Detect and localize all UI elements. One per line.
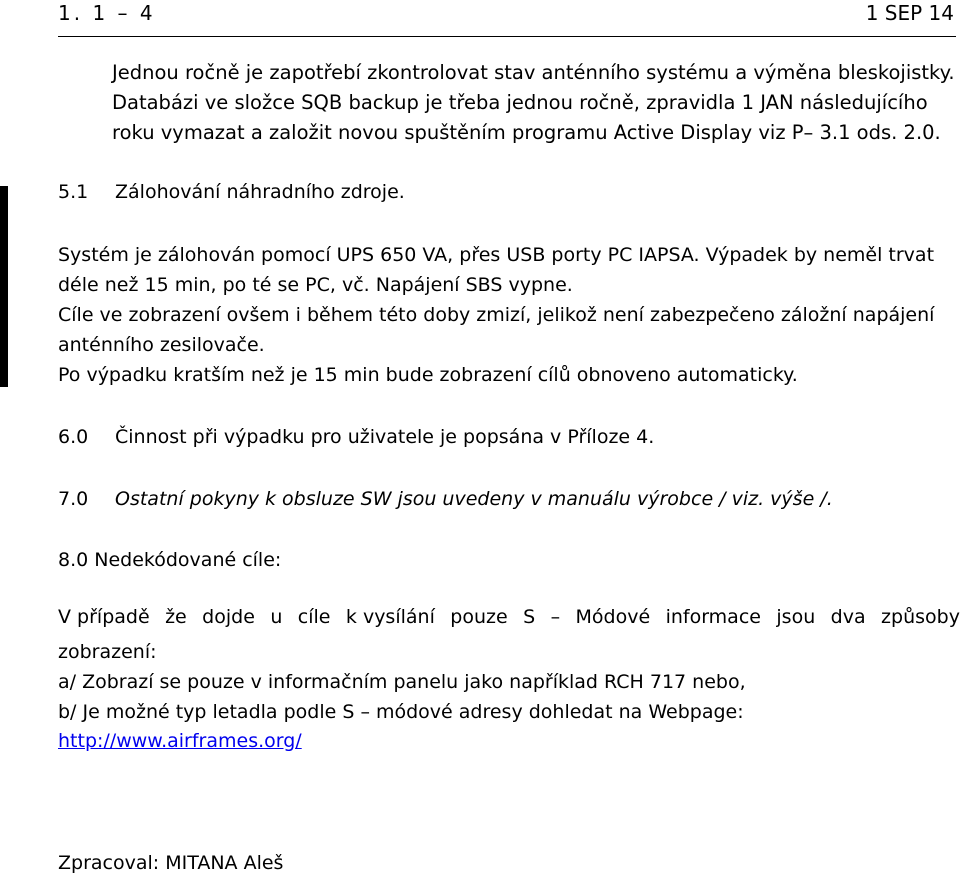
header-divider <box>58 36 956 37</box>
section-6-0-number: 6.0 <box>58 426 89 448</box>
document-date: 1 SEP 14 <box>865 1 954 25</box>
section-8-0-word: informace <box>665 606 761 628</box>
section-8-0-title: Nedekódované cíle: <box>94 549 282 571</box>
section-5-1-line: Cíle ve zobrazení ovšem i během této doby zmizí, jelikož není zabezpečeno záložní napájení <box>58 304 935 326</box>
section-8-0-justified-line <box>58 606 960 628</box>
section-5-1-line: anténního zesilovače. <box>58 334 265 356</box>
section-5-1-title: Zálohování náhradního zdroje. <box>115 181 405 203</box>
section-8-0-word: cíle <box>297 606 331 628</box>
section-8-0-body <box>58 637 746 727</box>
section-8-0-word: jsou <box>776 606 816 628</box>
airframes-link[interactable]: http://www.airframes.org/ <box>58 730 302 752</box>
section-5-1-number: 5.1 <box>58 181 89 203</box>
intro-line: Databázi ve složce SQB backup je třeba jednou ročně, zpravidla 1 JAN následujícího <box>112 91 928 114</box>
section-8-0-heading <box>58 549 281 571</box>
section-7-0-number: 7.0 <box>58 488 89 510</box>
section-5-1-body <box>58 240 934 390</box>
section-8-0-word: S <box>523 606 536 628</box>
intro-line: roku vymazat a založit novou spuštěním programu Active Display viz P– 3.1 ods. 2.0. <box>112 121 941 144</box>
section-8-0-number: 8.0 <box>58 549 89 571</box>
document-reference: 1. 1 – 4 <box>58 1 156 25</box>
section-8-0-line: zobrazení: <box>58 641 157 663</box>
revision-change-bar <box>0 186 8 387</box>
section-5-1-line: déle než 15 min, po té se PC, vč. Napájení SBS vypne. <box>58 274 573 296</box>
intro-line: Jednou ročně je zapotřebí zkontrolovat stav anténního systému a výměna bleskojistky. <box>112 61 955 84</box>
section-8-0-word: u <box>270 606 283 628</box>
section-8-0-word: pouze <box>450 606 508 628</box>
intro-paragraph <box>112 58 960 148</box>
prepared-by: Zpracoval: MITANA Aleš <box>58 852 284 874</box>
section-8-0-word: způsoby <box>881 606 960 628</box>
section-5-1-line: Po výpadku kratším než je 15 min bude zobrazení cílů obnoveno automaticky. <box>58 364 798 386</box>
section-8-0-word: – <box>550 606 561 628</box>
section-8-0-word: dojde <box>202 606 255 628</box>
section-8-0-word: k vysílání <box>345 606 435 628</box>
section-8-0-word: Módové <box>575 606 651 628</box>
section-8-0-line: a/ Zobrazí se pouze v informačním panelu jako například RCH 717 nebo, <box>58 671 746 693</box>
section-5-1-line: Systém je zálohován pomocí UPS 650 VA, přes USB porty PC IAPSA. Výpadek by neměl trvat <box>58 244 935 266</box>
section-8-0-word: dva <box>830 606 866 628</box>
section-8-0-line: b/ Je možné typ letadla podle S – módové adresy dohledat na Webpage: <box>58 701 744 723</box>
section-8-0-word: V případě <box>58 606 150 628</box>
section-6-0-text: Činnost při výpadku pro uživatele je popsána v Příloze 4. <box>115 426 655 448</box>
section-8-0-word: že <box>165 606 187 628</box>
section-7-0-text: Ostatní pokyny k obsluze SW jsou uvedeny v manuálu výrobce / viz. výše /. <box>115 488 833 510</box>
